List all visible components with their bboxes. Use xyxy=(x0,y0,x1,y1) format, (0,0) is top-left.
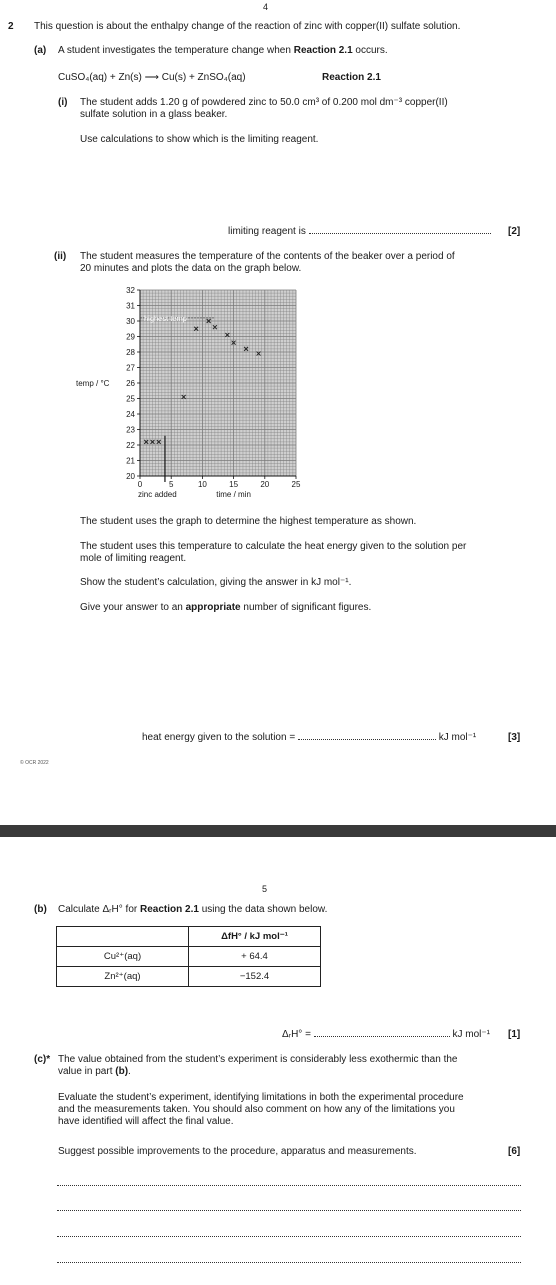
sub-ii-line2: 20 minutes and plots the data on the graph below. xyxy=(80,263,302,274)
table-row xyxy=(57,947,321,967)
table-value: −152.4 xyxy=(189,967,321,987)
table-value: + 64.4 xyxy=(189,947,321,967)
table-header-row xyxy=(57,927,321,947)
enthalpy-answer-field[interactable] xyxy=(314,1036,450,1037)
limiting-label: limiting reagent is xyxy=(228,226,306,237)
x-tick-label: 0 xyxy=(137,480,143,489)
marks-2: [2] xyxy=(508,226,521,237)
sub-i-line2: sulfate solution in a glass beaker. xyxy=(80,109,228,120)
x-tick-label: 20 xyxy=(260,480,270,489)
part-c-line2-pre: value in part xyxy=(58,1066,113,1077)
suggest-text: Suggest possible improvements to the procedure, apparatus and measurements. xyxy=(58,1146,417,1157)
y-tick-label: 20 xyxy=(126,472,135,481)
sub-i-instruction: Use calculations to show which is the limiting reagent. xyxy=(80,134,319,145)
y-tick-label: 29 xyxy=(126,332,135,342)
page-number-5: 5 xyxy=(262,884,268,894)
y-tick-label: 31 xyxy=(126,301,135,311)
para-4-post: number of significant figures. xyxy=(243,602,372,613)
para-3: Show the student’s calculation, giving the answer in kJ mol⁻¹. xyxy=(80,577,352,588)
question-intro: This question is about the enthalpy change of the reaction of zinc with copper(II) sulfate solution. xyxy=(34,21,461,32)
part-a-label: (a) xyxy=(34,45,47,56)
para-2-line1: The student uses this temperature to calculate the heat energy given to the solution per xyxy=(80,541,467,552)
table-header-empty xyxy=(57,927,189,947)
y-tick-label: 24 xyxy=(126,410,135,419)
zinc-added-label: zinc added xyxy=(138,490,177,499)
sub-ii-label: (ii) xyxy=(54,251,67,262)
marks-6: [6] xyxy=(508,1146,521,1157)
y-tick-label: 25 xyxy=(126,394,135,404)
table-species: Cu²⁺(aq) xyxy=(57,947,189,967)
reaction-equation: CuSO₄(aq) + Zn(s) ⟶ Cu(s) + ZnSO₄(aq) xyxy=(58,72,246,83)
heat-energy-line xyxy=(142,732,476,743)
part-c-line1: The value obtained from the student’s experiment is considerably less exothermic than the xyxy=(58,1054,458,1065)
x-tick-label: 5 xyxy=(168,480,174,489)
evaluate-line1: Evaluate the student’s experiment, identifying limitations in both the experimental procedure xyxy=(58,1092,464,1103)
table-header: ΔfH° / kJ mol⁻¹ xyxy=(189,927,321,947)
part-b-prompt: Calculate ΔᵣH° for xyxy=(58,904,138,915)
x-tick-label: 10 xyxy=(197,480,207,489)
marks-1: [1] xyxy=(508,1029,521,1040)
answer-rule[interactable] xyxy=(57,1185,521,1186)
y-tick-label: 22 xyxy=(126,441,135,450)
answer-label: ΔᵣH° = xyxy=(282,1029,311,1040)
footer-copyright: © OCR 2022 xyxy=(20,760,49,766)
y-tick-label: 21 xyxy=(126,456,135,466)
y-tick-label: 23 xyxy=(126,425,135,435)
part-c-line2 xyxy=(58,1066,131,1077)
answer-rule[interactable] xyxy=(57,1262,521,1263)
para-4-pre: Give your answer to an xyxy=(80,602,183,613)
table-row xyxy=(57,967,321,987)
part-b-end: using the data shown below. xyxy=(201,904,328,915)
y-axis-label: temp / °C xyxy=(76,379,110,388)
part-c-line2-post: . xyxy=(128,1066,131,1077)
enthalpy-data-table xyxy=(56,926,321,987)
heat-answer-field[interactable] xyxy=(298,739,436,740)
part-c-label: (c)* xyxy=(34,1054,51,1065)
y-tick-label: 26 xyxy=(126,379,135,388)
table-species: Zn²⁺(aq) xyxy=(57,967,189,987)
part-b-text xyxy=(58,904,327,915)
part-b-label: (b) xyxy=(34,904,47,915)
reaction-name: Reaction 2.1 xyxy=(293,45,353,56)
para-4-bold: appropriate xyxy=(185,602,241,613)
enthalpy-answer-line xyxy=(282,1029,490,1040)
para-4 xyxy=(80,602,371,613)
heat-label: heat energy given to the solution = xyxy=(142,732,296,743)
marks-3: [3] xyxy=(508,732,521,743)
answer-rule[interactable] xyxy=(57,1236,521,1237)
para-1: The student uses the graph to determine the highest temperature as shown. xyxy=(80,516,417,527)
answer-unit: kJ mol⁻¹ xyxy=(452,1029,490,1040)
highest-temp-label: highest temp xyxy=(144,313,187,323)
part-a-end: occurs. xyxy=(355,45,388,56)
page-separator xyxy=(0,825,556,837)
part-a-text xyxy=(58,45,388,56)
answer-rule[interactable] xyxy=(57,1210,521,1211)
part-c-line2-bold: (b) xyxy=(115,1066,129,1077)
evaluate-line2: and the measurements taken. You should also comment on how any of the limitations you xyxy=(58,1104,455,1115)
para-2-line2: mole of limiting reagent. xyxy=(80,553,187,564)
heat-unit: kJ mol⁻¹ xyxy=(438,732,477,743)
y-tick-label: 27 xyxy=(126,363,135,373)
equation-label: Reaction 2.1 xyxy=(322,72,381,83)
temperature-graph xyxy=(72,282,312,502)
page-number: 4 xyxy=(263,2,269,12)
part-b-reaction-name: Reaction 2.1 xyxy=(140,904,199,915)
part-a-prompt: A student investigates the temperature change when xyxy=(58,45,291,56)
y-tick-label: 32 xyxy=(126,286,135,295)
x-tick-label: 15 xyxy=(229,480,239,489)
evaluate-line3: have identified will affect the final value. xyxy=(58,1116,234,1127)
x-tick-label: 25 xyxy=(291,480,301,489)
limiting-reagent-line xyxy=(228,226,491,237)
sub-i-line1: The student adds 1.20 g of powdered zinc to 50.0 cm³ of 0.200 mol dm⁻³ copper(II) xyxy=(80,97,448,108)
limiting-answer-field[interactable] xyxy=(309,233,491,234)
y-tick-label: 28 xyxy=(126,348,135,357)
x-axis-label: time / min xyxy=(216,490,251,499)
sub-ii-line1: The student measures the temperature of the contents of the beaker over a period of xyxy=(80,251,455,262)
question-number: 2 xyxy=(8,21,14,32)
sub-i-label: (i) xyxy=(58,97,68,108)
y-tick-label: 30 xyxy=(126,317,135,326)
